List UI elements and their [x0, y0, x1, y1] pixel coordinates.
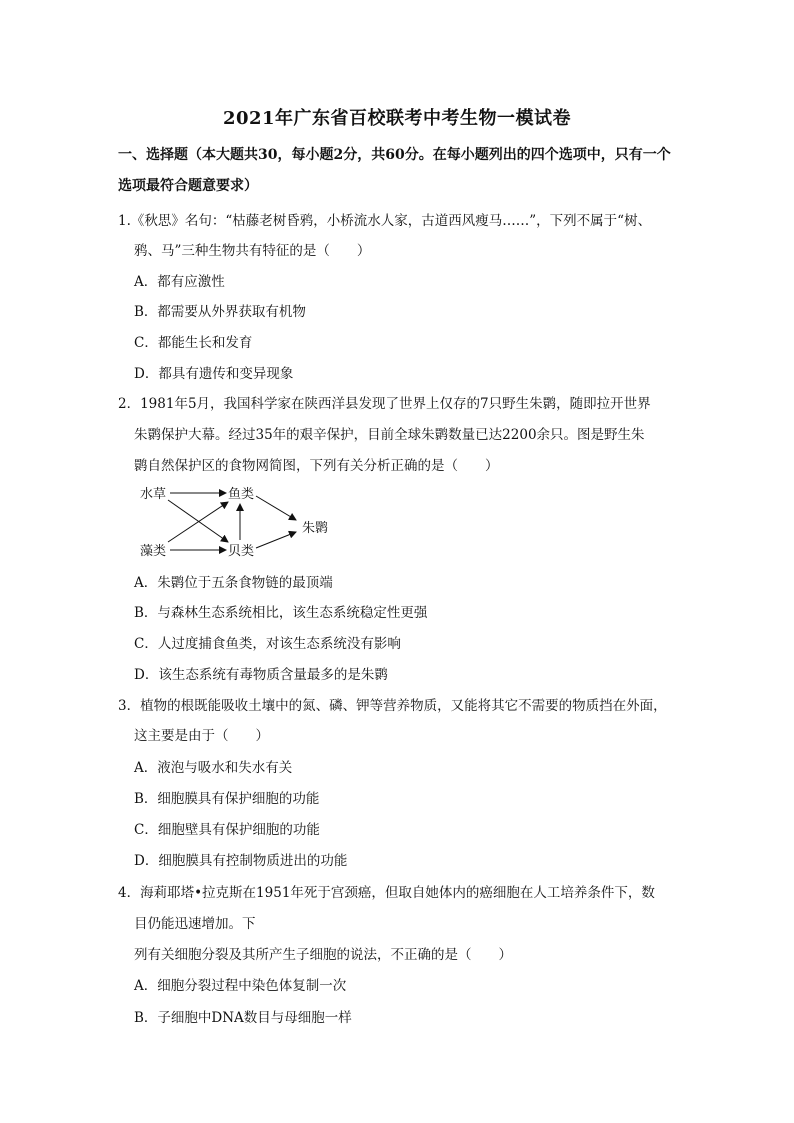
- node-zhuhuan: 朱鹮: [302, 521, 329, 536]
- q4-stem-line-1: 4．海莉耶塔•拉克斯在1951年死于宫颈癌，但取自她体内的癌细胞在人工培养条件下，数: [118, 885, 655, 901]
- q2-stem-line-2: 朱鹮保护大幕。经过35年的艰辛保护，目前全球朱鹮数量已达2200余只。图是野生朱: [134, 427, 645, 443]
- q4-option-b: B．子细胞中DNA数目与母细胞一样: [134, 1010, 352, 1026]
- q4-option-a: A．细胞分裂过程中染色体复制一次: [134, 978, 347, 994]
- q3-option-a: A．液泡与吸水和失水有关: [134, 760, 293, 776]
- q3-stem-line-2: 这主要是由于（ ）: [134, 728, 269, 744]
- food-web-diagram: [132, 482, 352, 562]
- arrow-beilei-zhuhuan: [256, 532, 296, 548]
- node-beilei: 贝类: [228, 544, 255, 559]
- exam-title: 2021年广东省百校联考中考生物一模试卷: [222, 108, 572, 129]
- section-heading-line-1: 一、选择题（本大题共30，每小题2分，共60分。在每小题列出的四个选项中，只有一个: [118, 147, 671, 163]
- q3-option-b: B．细胞膜具有保护细胞的功能: [134, 791, 320, 807]
- node-zaolei: 藻类: [140, 544, 167, 559]
- q2-option-a: A．朱鹮位于五条食物链的最顶端: [134, 575, 333, 591]
- q4-stem-line-2: 目仍能迅速增加。下: [134, 916, 256, 932]
- section-heading-line-2: 选项最符合题意要求）: [118, 178, 258, 194]
- node-yulei: 鱼类: [228, 487, 255, 502]
- q1-stem-line-2: 鸦、马”三种生物共有特征的是（ ）: [134, 243, 371, 259]
- q1-option-a: A．都有应激性: [134, 274, 225, 290]
- q2-stem-line-1: 2．1981年5月，我国科学家在陕西洋县发现了世界上仅存的7只野生朱鹮，随即拉开世界: [118, 396, 651, 412]
- q1-option-b: B．都需要从外界获取有机物: [134, 304, 306, 320]
- section-heading: [118, 140, 688, 202]
- q2-option-c: C．人过度捕食鱼类，对该生态系统没有影响: [134, 636, 401, 652]
- arrow-yulei-zhuhuan: [256, 496, 296, 520]
- q2-option-b: B．与森林生态系统相比，该生态系统稳定性更强: [134, 605, 428, 621]
- q4-stem-line-3: 列有关细胞分裂及其所产生子细胞的说法，不正确的是（ ）: [134, 947, 512, 963]
- q1-option-c: C．都能生长和发育: [134, 335, 253, 351]
- q3-stem-line-1: 3．植物的根既能吸收土壤中的氮、磷、钾等营养物质，又能将其它不需要的物质挡在外面，: [118, 698, 667, 714]
- q2-stem-line-3: 鹮自然保护区的食物网简图，下列有关分析正确的是（ ）: [134, 458, 499, 474]
- q1-stem-line-1: 1.《秋思》名句：“枯藤老树昏鸦，小桥流水人家，古道西风瘦马……”，下列不属于“树、: [118, 213, 652, 229]
- q2-option-d: D．该生态系统有毒物质含量最多的是朱鹮: [134, 667, 388, 683]
- q3-option-c: C．细胞壁具有保护细胞的功能: [134, 822, 320, 838]
- q3-option-d: D．细胞膜具有控制物质进出的功能: [134, 853, 348, 869]
- node-shuicao: 水草: [140, 487, 167, 502]
- q1-option-d: D．都具有遗传和变异现象: [134, 366, 294, 382]
